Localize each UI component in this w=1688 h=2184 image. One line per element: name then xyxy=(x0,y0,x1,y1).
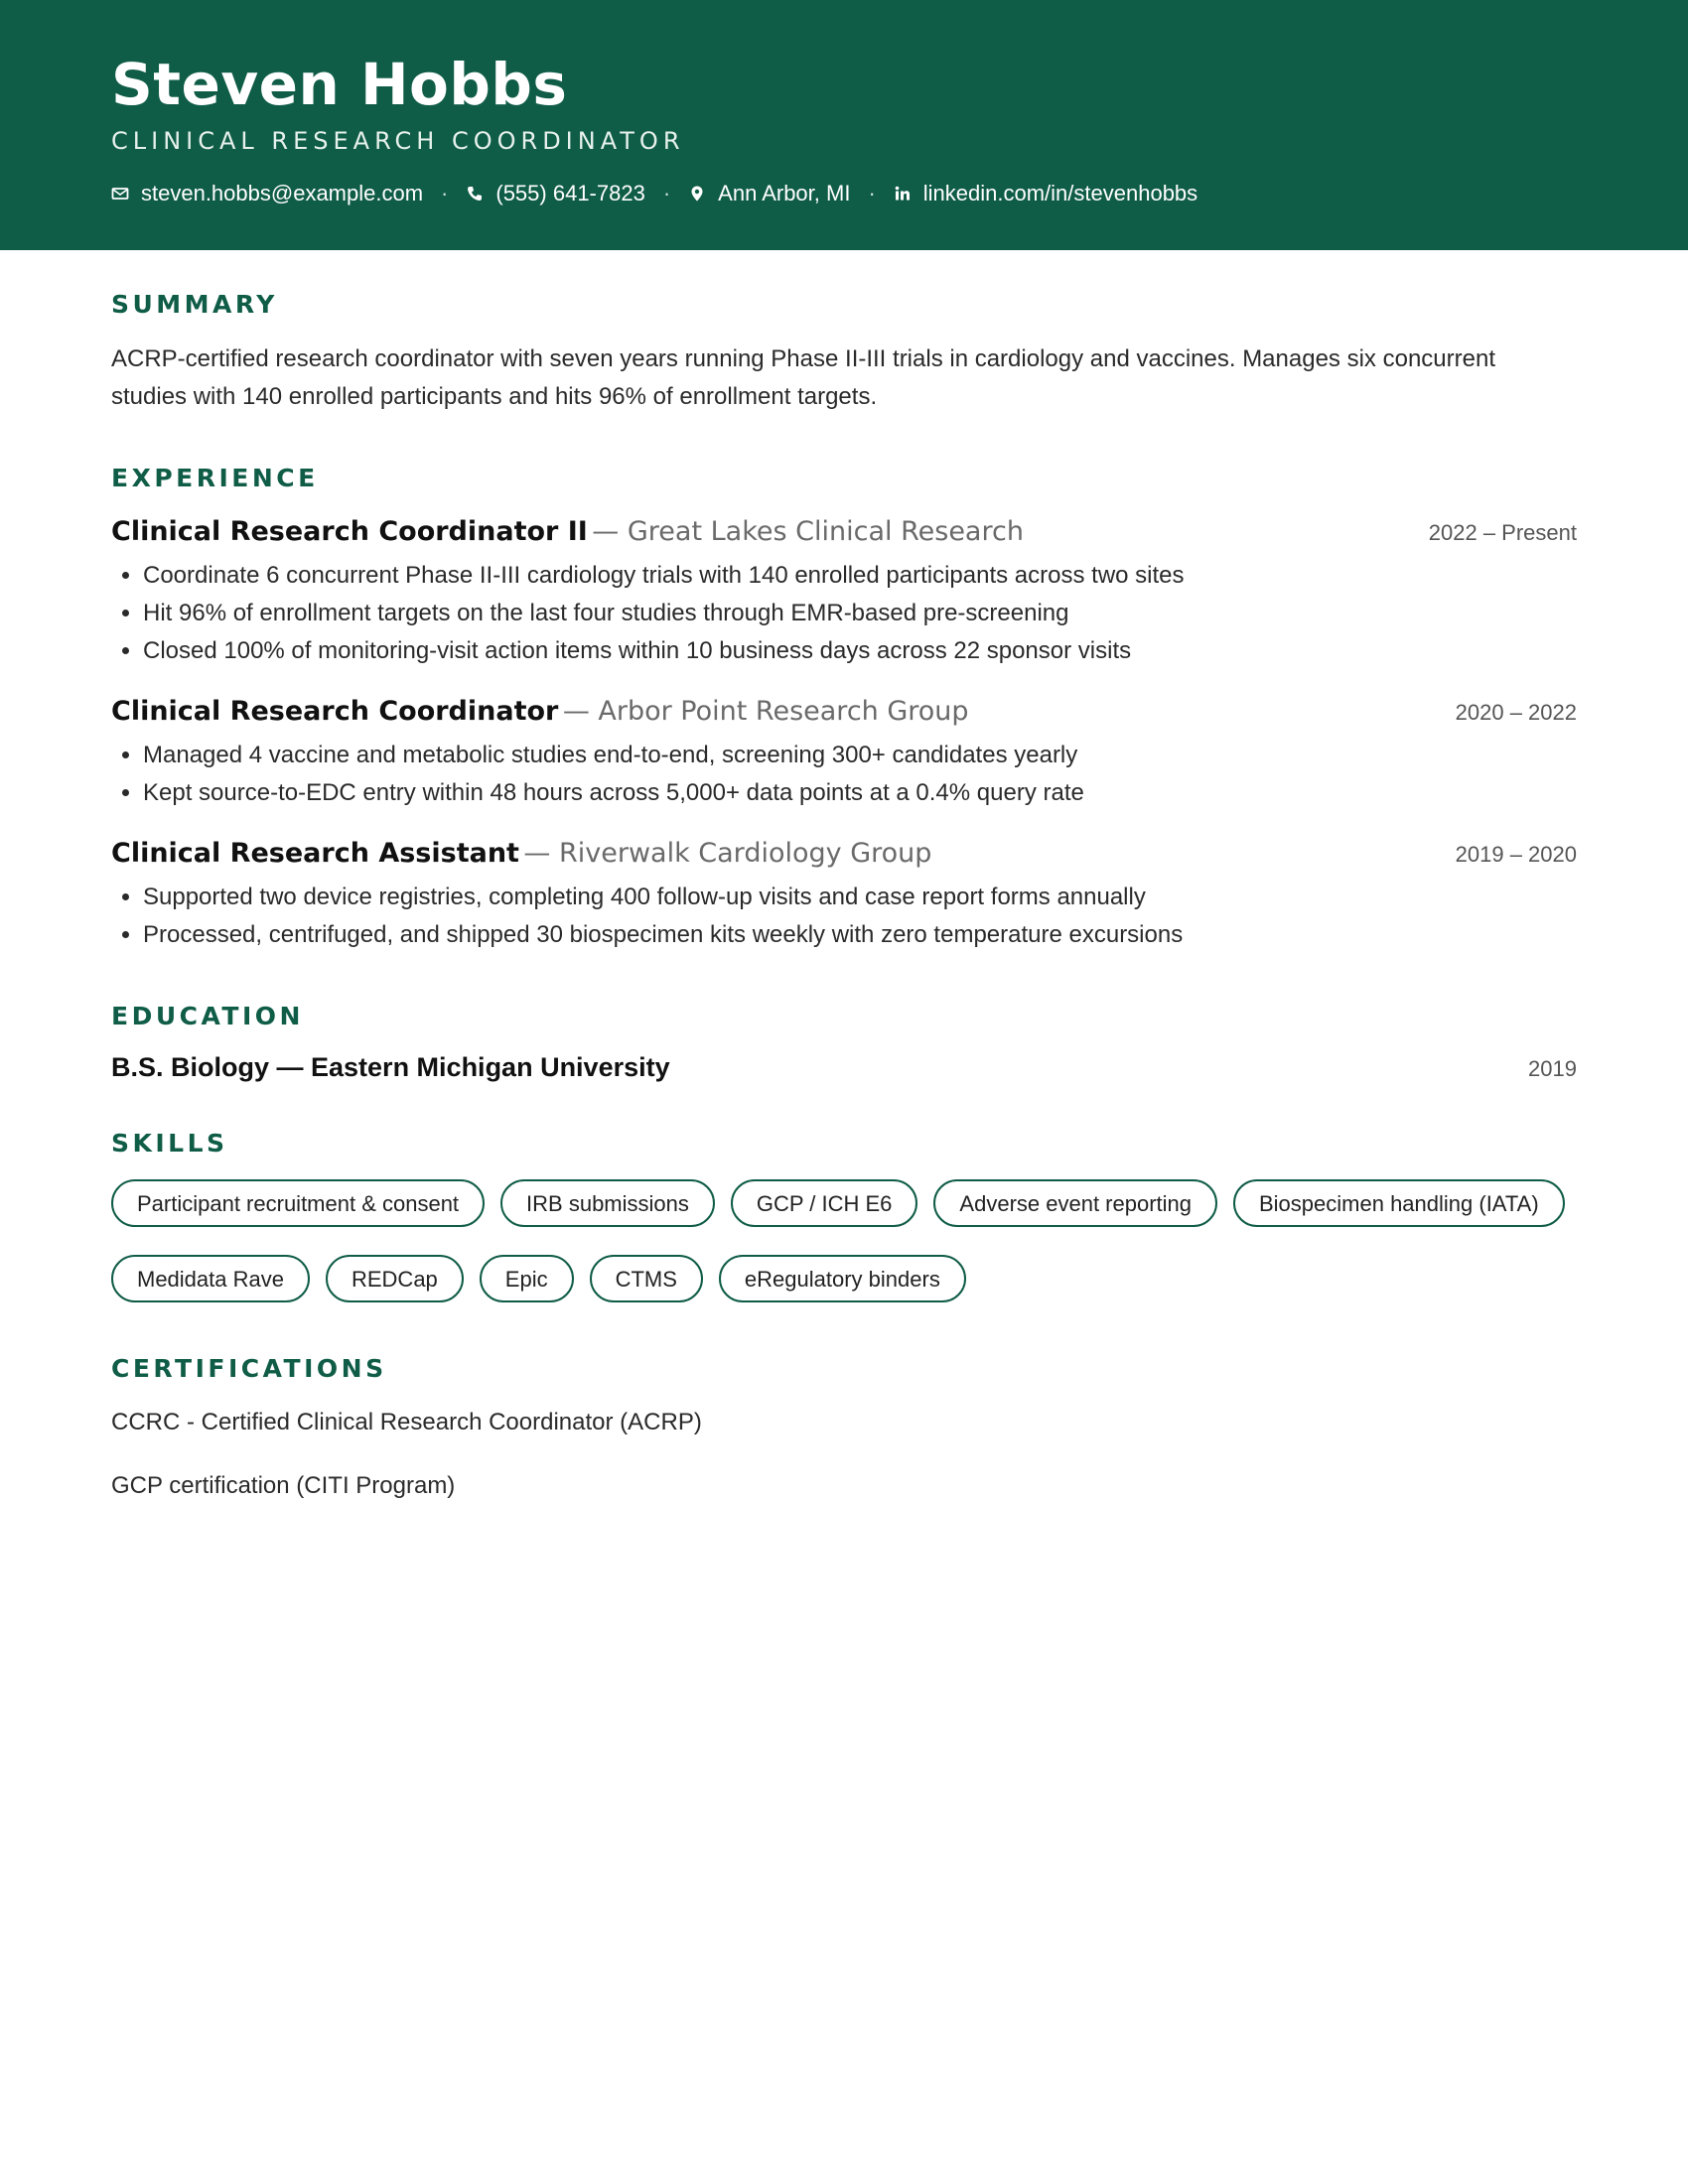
job-bullet: • Supported two device registries, completing 400 follow-up visits and case report forms annually xyxy=(143,879,1577,916)
skill-chip: Participant recruitment & consent xyxy=(111,1179,485,1227)
contact-email[interactable] xyxy=(111,181,423,206)
education-degree: B.S. Biology — Eastern Michigan University xyxy=(111,1052,670,1082)
job-bullet: • Hit 96% of enrollment targets on the last four studies through EMR-based pre-screening xyxy=(143,595,1577,632)
job-role: Clinical Research Coordinator xyxy=(111,696,559,727)
experience-section xyxy=(111,464,1577,954)
job-company: — Great Lakes Clinical Research xyxy=(592,516,1024,547)
skill-chip: eRegulatory binders xyxy=(719,1255,966,1302)
job-bullet: • Kept source-to-EDC entry within 48 hours across 5,000+ data points at a 0.4% query rate xyxy=(143,774,1577,812)
skill-chip: IRB submissions xyxy=(500,1179,715,1227)
contact-linkedin-text: linkedin.com/in/stevenhobbs xyxy=(922,181,1198,205)
candidate-name: Steven Hobbs xyxy=(111,51,568,118)
section-heading-education: EDUCATION xyxy=(111,1002,304,1030)
skill-chip: GCP / ICH E6 xyxy=(731,1179,918,1227)
job-header xyxy=(111,696,1577,727)
job-dates: 2019 – 2020 xyxy=(1455,842,1577,867)
summary-section xyxy=(111,250,1577,416)
section-heading-certifications: CERTIFICATIONS xyxy=(111,1354,387,1383)
envelope-icon xyxy=(111,185,129,203)
contact-bar xyxy=(111,181,1577,206)
skill-chip: Biospecimen handling (IATA) xyxy=(1233,1179,1565,1227)
job-bullet: • Managed 4 vaccine and metabolic studies end-to-end, screening 300+ candidates yearly xyxy=(143,737,1577,774)
education-entry xyxy=(111,1052,1577,1083)
certifications-section xyxy=(111,1354,1577,1500)
certification-item: CCRC - Certified Clinical Research Coordinator (ACRP) xyxy=(111,1409,702,1435)
contact-separator: · xyxy=(441,181,449,205)
section-heading-summary: SUMMARY xyxy=(111,290,278,319)
phone-icon xyxy=(466,185,484,203)
job-dates: 2022 – Present xyxy=(1428,520,1577,545)
location-pin-icon xyxy=(688,185,706,203)
job-entry xyxy=(111,838,1577,954)
contact-phone[interactable] xyxy=(466,181,644,206)
education-section xyxy=(111,1002,1577,1083)
job-bullet: • Processed, centrifuged, and shipped 30 biospecimen kits weekly with zero temperature excursions xyxy=(143,916,1577,954)
contact-phone-text: (555) 641-7823 xyxy=(495,181,645,205)
skill-chip: CTMS xyxy=(590,1255,703,1302)
job-entry xyxy=(111,696,1577,812)
certification-item: GCP certification (CITI Program) xyxy=(111,1472,456,1499)
resume-body xyxy=(0,250,1688,1500)
contact-separator: · xyxy=(868,181,876,205)
job-bullet: • Coordinate 6 concurrent Phase II-III cardiology trials with 140 enrolled participants across two sites xyxy=(143,557,1577,595)
skill-chip: Adverse event reporting xyxy=(933,1179,1217,1227)
job-company: — Arbor Point Research Group xyxy=(562,696,969,727)
contact-location xyxy=(688,181,850,206)
contact-location-text: Ann Arbor, MI xyxy=(718,181,851,205)
job-role: Clinical Research Coordinator II xyxy=(111,516,588,547)
skills-group-core xyxy=(111,1179,1577,1227)
job-dates: 2020 – 2022 xyxy=(1455,700,1577,725)
summary-text: ACRP-certified research coordinator with seven years running Phase II-III trials in cardiology and vaccines. Manages six concurrent studies with 140 enrolled participants and hits 96% of enrollment targets. xyxy=(111,345,1495,410)
job-company: — Riverwalk Cardiology Group xyxy=(523,838,932,869)
skill-chip: REDCap xyxy=(326,1255,464,1302)
job-header xyxy=(111,838,1577,869)
section-heading-skills: SKILLS xyxy=(111,1129,228,1158)
candidate-title: CLINICAL RESEARCH COORDINATOR xyxy=(111,127,685,155)
job-entry xyxy=(111,516,1577,670)
job-bullet: • Closed 100% of monitoring-visit action items within 10 business days across 22 sponsor visits xyxy=(143,632,1577,670)
job-header xyxy=(111,516,1577,547)
skill-chip: Epic xyxy=(480,1255,574,1302)
section-heading-experience: EXPERIENCE xyxy=(111,464,319,492)
linkedin-icon xyxy=(894,185,912,203)
skills-group-tools xyxy=(111,1255,1577,1302)
job-bullets xyxy=(111,879,1577,954)
education-year: 2019 xyxy=(1528,1056,1577,1081)
skill-chip: Medidata Rave xyxy=(111,1255,310,1302)
skills-section xyxy=(111,1129,1577,1302)
job-bullets xyxy=(111,737,1577,812)
job-role: Clinical Research Assistant xyxy=(111,838,519,869)
resume-header xyxy=(0,0,1688,250)
contact-linkedin[interactable] xyxy=(894,181,1197,206)
contact-separator: · xyxy=(662,181,671,205)
contact-email-text: steven.hobbs@example.com xyxy=(141,181,424,205)
job-bullets xyxy=(111,557,1577,670)
